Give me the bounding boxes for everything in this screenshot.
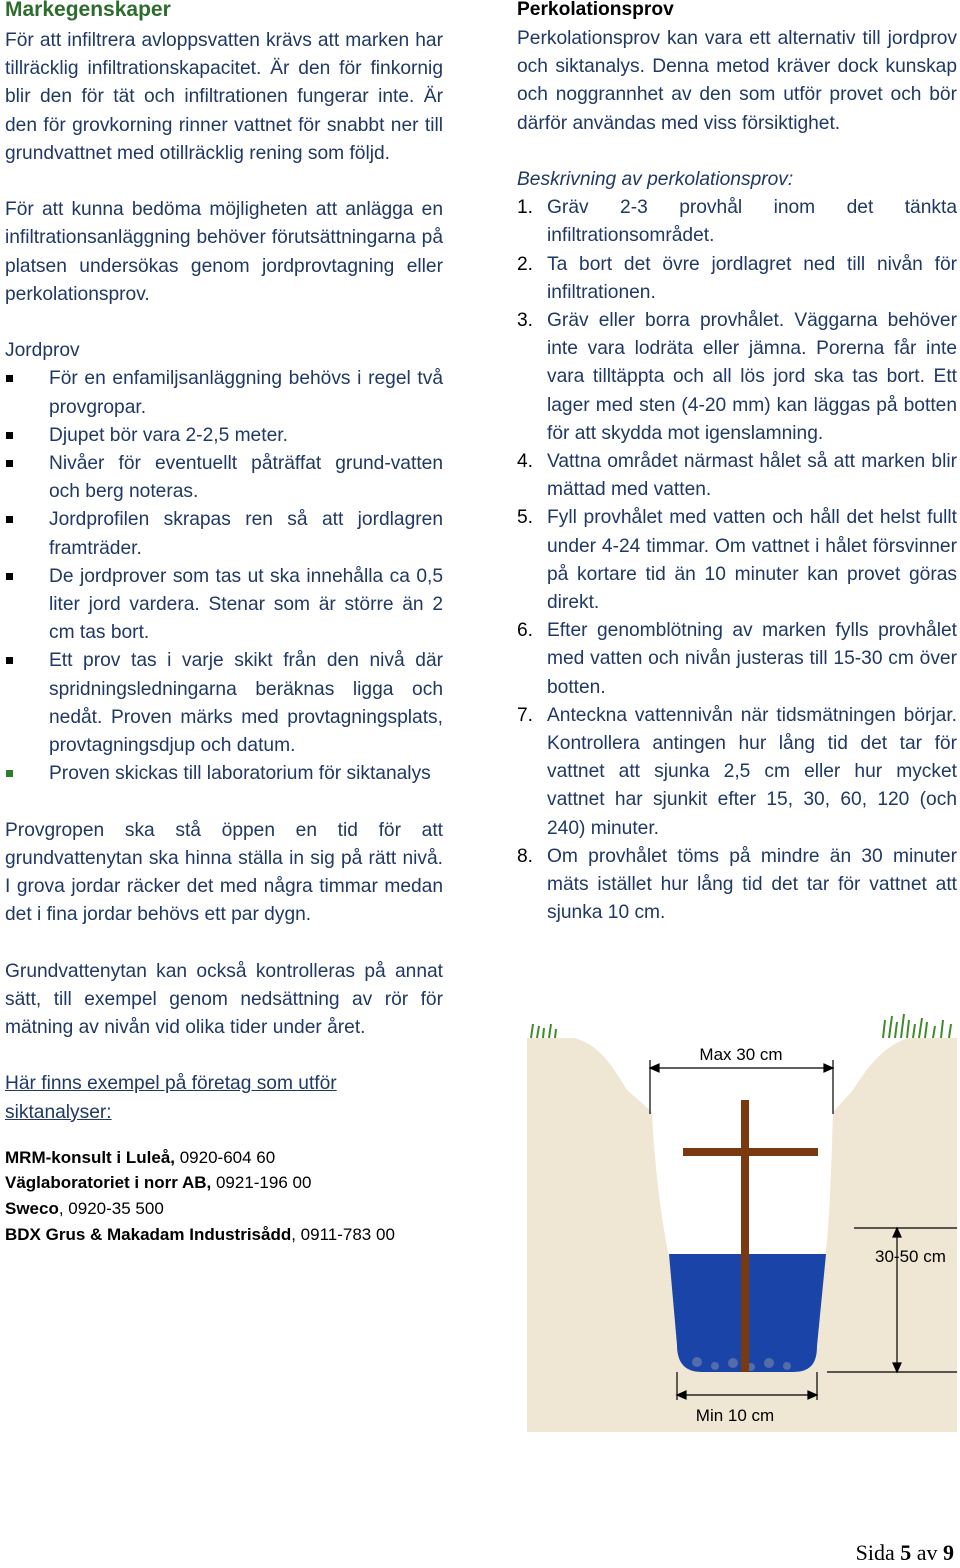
- label-max-30cm: Max 30 cm: [699, 1045, 783, 1064]
- grass-tufts: [531, 1014, 951, 1038]
- steps-label: Beskrivning av perkolationsprov:: [517, 169, 794, 190]
- paragraph-grundvattenytan: Grundvattenytan kan också kontrolleras på annat sätt, till exempel genom nedsättning av rör för mätning av nivån vid olika tider under året.: [5, 960, 443, 1039]
- list-item: 1. Gräv 2-3 provhål inom det tänkta infiltrationsområdet.: [517, 197, 957, 247]
- contact-item: Väglaboratoriet i norr AB, 0921-196 00: [5, 1173, 312, 1193]
- contact-list: [5, 1145, 443, 1247]
- square-bullet-icon: [6, 657, 13, 664]
- heading-markegenskaper: Markegenskaper: [5, 0, 171, 21]
- square-bullet-icon: [6, 375, 13, 382]
- label-min-10cm: Min 10 cm: [695, 1406, 775, 1425]
- list-item: Proven skickas till laboratorium för siktanalys: [5, 760, 443, 788]
- list-item: Djupet bör vara 2-2,5 meter.: [5, 422, 443, 450]
- page-footer: Sida 5 av 9: [855, 1540, 954, 1565]
- list-item: 2. Ta bort det övre jordlagret ned till nivån för infiltrationen.: [517, 253, 957, 303]
- square-bullet-icon: [6, 432, 13, 439]
- perkolation-steps: [517, 194, 957, 927]
- heading-jordprov: Jordprov: [5, 340, 80, 362]
- label-30-50cm: 30-50 cm: [875, 1247, 946, 1266]
- list-item: Jordprofilen skrapas ren så att jordlagren framträder.: [5, 506, 443, 562]
- paragraph-infiltration: För att infiltrera avloppsvatten krävs att marken har tillräcklig infiltrationskapacitet. Är den för finkornig blir den för tät och infiltrationen fungerar inte. Är den för grovkorning rinner vattnet för snabbt ner till grundvattnet med otillräcklig rening som följd.: [5, 30, 443, 164]
- square-bullet-icon: [6, 770, 13, 777]
- list-item: Ett prov tas i varje skikt från den nivå där spridningsledningarna beräknas ligga och nedåt. Proven märks med provtagningsplats, provtagningsdjup och datum.: [5, 647, 443, 760]
- right-column: [517, 0, 957, 927]
- heading-perkolationsprov: Perkolationsprov: [517, 0, 674, 20]
- jordprov-list: [5, 365, 443, 788]
- list-item: 6. Efter genomblötning av marken fylls provhålet med vatten och nivån justeras till 15-30 cm över botten.: [517, 620, 957, 698]
- square-bullet-icon: [6, 516, 13, 523]
- contact-item: Sweco, 0920-35 500: [5, 1199, 164, 1219]
- list-item: 7. Anteckna vattennivån när tidsmätningen börjar. Kontrollera antingen hur lång tid det tar för vattnet att sjunka 2,5 cm eller hur mycket vattnet har sjunkit efter 15, 30, 60, 120 (och 240) minuter.: [517, 704, 957, 839]
- paragraph-bedomning: För att kunna bedöma möjligheten att anlägga en infiltrationsanläggning behöver förutsättningarna på platsen undersökas genom jordprovtagning eller perkolationsprov.: [5, 199, 443, 305]
- square-bullet-icon: [6, 460, 13, 467]
- contact-item: BDX Grus & Makadam Industrisådd, 0911-783 00: [5, 1224, 395, 1244]
- paragraph-perkolation-intro: Perkolationsprov kan vara ett alternativ till jordprov och siktanalys. Denna metod kräver dock kunskap och noggrannhet av den som utför provet och bör därför användas med viss försiktighet.: [517, 28, 957, 134]
- list-item: De jordprover som tas ut ska innehålla ca 0,5 liter jord vardera. Stenar som är större än 2 cm tas bort.: [5, 563, 443, 648]
- list-item: Nivåer för eventuellt påträffat grund-vatten och berg noteras.: [5, 450, 443, 506]
- paragraph-provgropen: Provgropen ska stå öppen en tid för att grundvattenytan ska hinna ställa in sig på rätt nivå. I grova jordar räcker det med några timmar medan det i fina jordar behövs ett par dygn.: [5, 819, 443, 926]
- contact-item: MRM-konsult i Luleå, 0920-604 60: [5, 1147, 276, 1167]
- list-item: 4. Vattna området närmast hålet så att marken blir mättad med vatten.: [517, 451, 957, 501]
- list-item: 8. Om provhålet töms på mindre än 30 minuter mäts istället hur lång tid det tar för vattnet att sjunka 10 cm.: [517, 845, 957, 924]
- left-column: [5, 0, 443, 1247]
- list-item: 5. Fyll provhålet med vatten och håll det helst fullt under 4-24 timmar. Om vattnet i hålet försvinner på kortare tid än 10 minuter kan provet göras direkt.: [517, 507, 957, 614]
- siktanalys-link-paragraph: [5, 1070, 443, 1126]
- list-item: För en enfamiljsanläggning behövs i regel två provgropar.: [5, 365, 443, 421]
- perkolation-hole-diagram: [527, 1010, 957, 1432]
- list-item: 3. Gräv eller borra provhålet. Väggarna behöver inte vara lodräta eller jämna. Porerna får inte vara tilltäppta och all lös jord ska tas bort. Ett lager med sten (4-20 mm) kan läggas på botten för att skydda mot igenslamning.: [517, 310, 957, 444]
- square-bullet-icon: [6, 573, 13, 580]
- siktanalys-link[interactable]: Här finns exempel på företag som utför siktanalyser:: [5, 1073, 337, 1123]
